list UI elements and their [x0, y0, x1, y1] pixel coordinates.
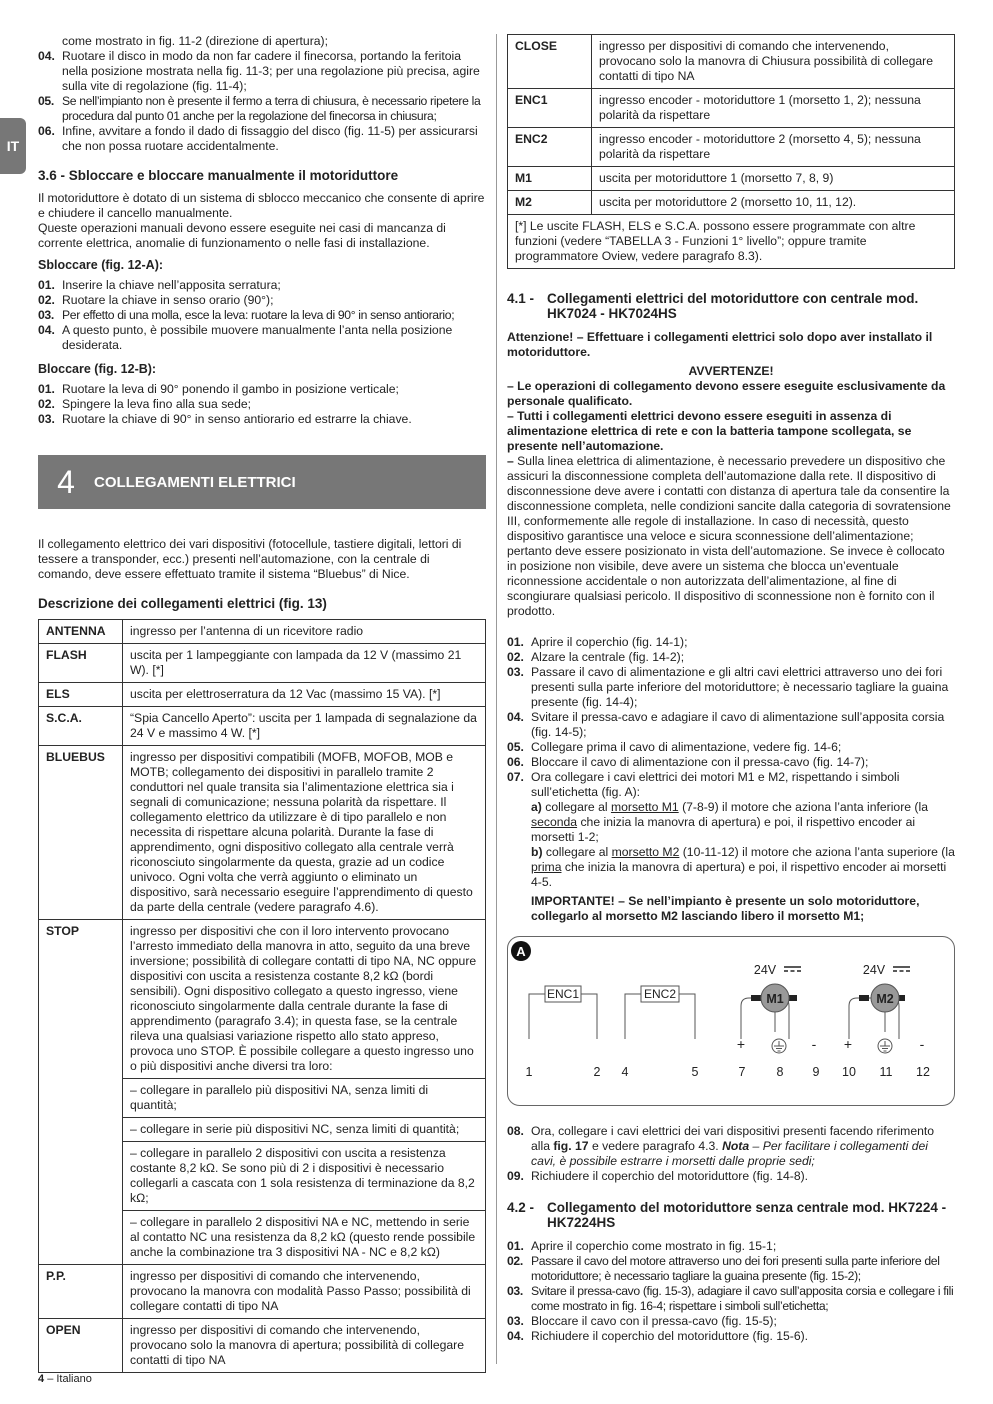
substep-text: (10-11-12) il motore che aziona l’anta superiore (la	[679, 845, 955, 859]
substep-label: a)	[531, 800, 542, 814]
table-row	[39, 746, 486, 920]
step-number: 08.	[507, 1124, 524, 1138]
table-row	[39, 644, 486, 683]
substep-text: (7-8-9) il motore che aziona l’anta inferiore (la	[678, 800, 928, 814]
ground-icon	[772, 1039, 786, 1053]
steps-41	[507, 635, 955, 924]
column-divider	[496, 34, 497, 1364]
terminal-desc: ingresso per dispositivi di comando che intervenendo, provocano solo la manovra di apertura; possibilità di collegare contatti di tipo NA	[123, 1319, 486, 1373]
step-text: Bloccare il cavo con il pressa-cavo (fig. 15-5);	[531, 1314, 777, 1328]
table-row	[508, 215, 955, 269]
step-text: Per effetto di una molla, esce la leva: ruotare la leva di 90° in senso antiorario;	[62, 308, 455, 322]
step	[507, 1239, 955, 1254]
step-text: Aprire il coperchio come mostrato in fig. 15-1;	[531, 1239, 777, 1253]
page-footer	[38, 1372, 92, 1387]
terminal-number: 12	[916, 1065, 930, 1079]
terminal-desc: uscita per 1 lampeggiante con lampada da 12 V (massimo 21 W). [*]	[123, 644, 486, 683]
m2-motor	[849, 984, 905, 1039]
step-number: 03.	[507, 1284, 523, 1298]
m2-minus: -	[919, 1036, 925, 1052]
step	[507, 710, 955, 740]
step-text: Se nell’impianto non è presente il fermo a terra di chiusura, è necessario ripetere la procedura dal punto 01 anche per la regolazione del finecorsa in chiusura;	[62, 94, 481, 123]
table-row	[39, 683, 486, 707]
subsection-title: Bloccare (fig. 12-B):	[38, 362, 157, 376]
step	[38, 397, 486, 412]
step-text: Svitare il pressa-cavo (fig. 15-3), adagiare il cavo sull’apposita corsia e collegare i fili come mostrato in fig. 16-4; rispettare i simboli sull’etichetta;	[531, 1284, 954, 1313]
terminal-number: 2	[593, 1065, 601, 1079]
section-title	[507, 291, 955, 321]
step	[507, 635, 955, 650]
warning-text: Sulla linea elettrica di alimentazione, è necessario prevedere un dispositivo che assicuri la disconnessione completa dell’automazione dalla rete. Il dispositivo di disconnessione deve avere i contatti con distanza di apertura tale da consentire la disconnessione completa, nelle condizioni sancite dalla categoria di sovratensione III, conformemente alle regole di installazione. In caso di necessità, questo dispositivo garantisce una veloce e sicura sconnessione dell’alimentazione; pertanto deve essere posizionato in vista dell’automazione. Se invece è collocato in posizione non visibile, deve avere un sistema che blocca un’eventuale riconnessione accidentale o non autorizzata dell’alimentazione, al fine di scongiurare qualsiasi pericolo. Il dispositivo di sconnessione non è fornito con il prodotto.	[507, 454, 951, 618]
step-text: Richiudere il coperchio del motoriduttore (fig. 15-6).	[531, 1329, 809, 1343]
terminal-desc: ingresso per dispositivi di comando che intervenendo, provocano solo la manovra di Chiusura possibilità di collegare contatti di tipo NA	[592, 35, 955, 89]
step-text: Svitare il pressa-cavo e adagiare il cavo di alimentazione sull’apposita corsia (fig. 14-5);	[531, 710, 945, 739]
m1-voltage: 24V	[753, 963, 777, 977]
figure-label: A	[516, 944, 526, 959]
terminal-desc: ingresso per dispositivi di comando che intervenendo, provocano la manovra con modalità Passo Passo; possibilità di collegare contatti di tipo NA	[123, 1265, 486, 1319]
paragraph: Il collegamento elettrico dei vari dispositivi (fotocellule, tastiere digitali, lettori di tessere a transponder, ecc.) presenti nell’automazione, con la centrale di comando, deve essere effettuato tramite il sistema “Bluebus” di Nice.	[38, 537, 462, 581]
paragraph: Queste operazioni manuali devono essere eseguite nei casi di mancanza di corrente elettrica, anomalie di funzionamento o nelle fasi di installazione.	[38, 221, 446, 250]
substep-text: che inizia la manovra di apertura) e poi, il rispettivo encoder ai morsetti 4-5.	[531, 860, 947, 889]
terminal-name: ENC2	[508, 128, 592, 167]
step-text: Aprire il coperchio (fig. 14-1);	[531, 635, 688, 649]
steps-after-figure	[507, 1124, 955, 1184]
terminal-desc	[123, 920, 486, 1265]
m1-plus: +	[736, 1036, 746, 1052]
step-cont: come mostrato in fig. 11-2 (direzione di apertura);	[62, 34, 328, 48]
step	[507, 1169, 955, 1184]
substep-underlined: morsetto M1	[610, 800, 679, 814]
terminal-desc: ingresso encoder - motoriduttore 1 (morsetto 1, 2); nessuna polarità da rispettare	[592, 89, 955, 128]
stop-option: – collegare in parallelo 2 dispositivi con uscita a resistenza costante 8,2 kΩ. Se sono più di 2 i dispositivi è necessario collegarli a cascata con 1 sola resistenza di terminazione da 8,2 kΩ;	[123, 1141, 485, 1210]
terminal-desc: “Spia Cancello Aperto”: uscita per 1 lampada di segnalazione da 24 V e massimo 4 W. [*]	[123, 707, 486, 746]
left-column	[38, 34, 486, 1373]
terminal-desc: uscita per motoriduttore 1 (morsetto 7, 8, 9)	[592, 167, 955, 191]
step-note-label: Nota	[722, 1139, 750, 1153]
step-number: 02.	[507, 1254, 523, 1268]
step-number: 02.	[38, 397, 55, 411]
step	[38, 49, 486, 94]
language-tab: IT	[0, 118, 26, 174]
table-row	[39, 920, 486, 1265]
step	[507, 1329, 955, 1344]
step	[38, 323, 486, 353]
section-title-text: Collegamento del motoriduttore senza centrale mod. HK7224 - HK7224HS	[547, 1200, 947, 1230]
terminal-number: 7	[738, 1065, 746, 1079]
paragraph: Il motoriduttore è dotato di un sistema di sblocco meccanico che consente di aprire e chiudere il cancello manualmente.	[38, 191, 485, 220]
step-text: Spingere la leva fino alla sua sede;	[62, 397, 252, 411]
step-number: 02.	[507, 650, 524, 664]
table-row	[39, 707, 486, 746]
terminal-name: ANTENNA	[39, 620, 123, 644]
steps-42	[507, 1239, 955, 1344]
m2-plus: +	[843, 1036, 853, 1052]
subsection-title: Sbloccare (fig. 12-A):	[38, 258, 164, 272]
m1-label: M1	[766, 992, 784, 1006]
step-number: 04.	[507, 1329, 524, 1343]
step-number: 04.	[507, 710, 524, 724]
terminal-number: 9	[812, 1065, 820, 1079]
terminal-name: M2	[508, 191, 592, 215]
step	[38, 124, 486, 154]
section-title	[507, 1200, 955, 1230]
step-text: Alzare la centrale (fig. 14-2);	[531, 650, 685, 664]
terminal-number: 4	[621, 1065, 629, 1079]
terminal-desc: uscita per motoriduttore 2 (morsetto 10, 11, 12).	[592, 191, 955, 215]
terminal-name: ELS	[39, 683, 123, 707]
bloccare-steps	[38, 382, 486, 427]
step-number: 01.	[38, 278, 55, 292]
step	[507, 770, 955, 800]
step-text: Ora collegare i cavi elettrici dei motori M1 e M2, rispettando i simboli sull’etichetta (fig. A):	[531, 770, 900, 799]
step	[38, 382, 486, 397]
section-title: 3.6 - Sbloccare e bloccare manualmente il motoriduttore	[38, 168, 399, 183]
stop-desc: ingresso per dispositivi che con il loro intervento provocano l’arresto immediato della manovra in atto, seguito da una breve inversione; possibilità di collegare contatti di tipo NA, NC oppure dispositivi con uscita a resistenza costante 8,2 kΩ (bordi sensibili). Ogni dispositivo collegato a questo ingresso, viene riconosciuto singolarmente dalla centrale durante la fase di apprendimento (paragrafo 3.4); in questa fase, se la centrale rileva una qualsiasi variazione rispetto allo stato appreso, provoca uno STOP. È possibile collegare a questo ingresso uno o più dispositivi anche diversi tra loro:	[130, 924, 477, 1073]
table-row	[39, 620, 486, 644]
warning-dash: –	[507, 454, 514, 468]
step	[38, 94, 486, 124]
step	[507, 1284, 955, 1314]
warnings-heading: AVVERTENZE!	[688, 364, 774, 378]
terminal-name: OPEN	[39, 1319, 123, 1373]
m2-label: M2	[876, 992, 894, 1006]
terminal-name: BLUEBUS	[39, 746, 123, 920]
stop-option: – collegare in serie più dispositivi NC, senza limiti di quantità;	[123, 1117, 485, 1141]
terminal-number: 5	[691, 1065, 699, 1079]
step-text: Passare il cavo del motore attraverso uno dei fori presenti sulla parte inferiore del motoriduttore; è necessario tagliare la guaina presente (fig. 15-2);	[531, 1254, 940, 1283]
enc2-label: ENC2	[643, 987, 677, 1001]
connections-table	[38, 619, 486, 1373]
stop-option: – collegare in parallelo più dispositivi NA, senza limiti di quantità;	[123, 1078, 485, 1117]
step	[507, 650, 955, 665]
connections-table-cont	[507, 34, 955, 269]
step	[507, 1254, 955, 1284]
dc-symbol	[893, 967, 910, 971]
step-note: – Per facilitare i collegamenti dei cavi, è possibile estrarre i morsetti dalle proprie sedi;	[531, 1139, 928, 1168]
terminal-number: 11	[879, 1065, 893, 1079]
terminal-desc: uscita per elettroserratura da 12 Vac (massimo 15 VA). [*]	[123, 683, 486, 707]
step-number: 09.	[507, 1169, 524, 1183]
m1-minus: -	[811, 1036, 817, 1052]
step-number: 05.	[38, 94, 54, 108]
substep-text: collegare al	[542, 845, 612, 859]
table-row	[39, 1319, 486, 1373]
chapter-number: 4	[57, 463, 75, 500]
step-number: 03.	[507, 1314, 524, 1328]
step	[38, 412, 486, 427]
section-title-text: Collegamenti elettrici del motoriduttore con centrale mod. HK7024 - HK7024HS	[547, 291, 919, 321]
step-number: 07.	[507, 770, 524, 784]
m1-motor	[741, 984, 797, 1039]
chapter-banner	[38, 455, 486, 509]
step-text: Ruotare il disco in modo da non far cadere il finecorsa, portando la feritoia nella posizione mostrata nella fig. 11-3; per una regolazione più precisa, agire sulla vite di regolazione (fig. 11-4);	[62, 49, 480, 93]
step-number: 05.	[507, 740, 524, 754]
sbloccare-steps	[38, 278, 486, 353]
chapter-title: COLLEGAMENTI ELETTRICI	[94, 473, 296, 491]
m2-voltage: 24V	[862, 963, 886, 977]
substep-label: b)	[531, 845, 543, 859]
step-text: Inserire la chiave nell’apposita serratura;	[62, 278, 281, 292]
step-number: 01.	[507, 1239, 524, 1253]
terminal-number: 8	[776, 1065, 784, 1079]
substep-underlined: prima	[531, 860, 562, 874]
step-text: Passare il cavo di alimentazione e gli altri cavi elettrici attraverso uno dei fori presenti sulla parte inferiore del motoriduttore; è necessario tagliare la guaina presente (fig. 14-4);	[531, 665, 949, 709]
table-row	[508, 167, 955, 191]
step-text: Ruotare la leva di 90° ponendo il gambo in posizione verticale;	[62, 382, 399, 396]
warning	[507, 454, 955, 619]
table-note: [*] Le uscite FLASH, ELS e S.C.A. possono essere programmate con altre funzioni (vedere “TABELLA 3 - Funzioni 1° livello”; oppure tramite programmatore Oview, vedere paragrafo 8.3).	[508, 215, 955, 269]
step	[507, 740, 955, 755]
terminal-number: 10	[842, 1065, 856, 1079]
terminal-name: S.C.A.	[39, 707, 123, 746]
enc2-symbol	[625, 986, 695, 1039]
table-row	[508, 89, 955, 128]
step-text: Ruotare la chiave in senso orario (90°);	[62, 293, 274, 307]
substep-text: collegare al	[541, 800, 611, 814]
terminal-name: P.P.	[39, 1265, 123, 1319]
important-note: IMPORTANTE! – Se nell’impianto è presente un solo motoriduttore, collegarlo al morsetto M2 lasciando libero il morsetto M1;	[531, 894, 920, 923]
section-number: 4.2 -	[507, 1200, 535, 1215]
substep-a	[507, 800, 955, 845]
substep-underlined: seconda	[531, 815, 578, 829]
step-text-part: Ora, collegare i cavi elettrici dei vari dispositivi presenti facendo riferimento alla	[531, 1124, 935, 1153]
substep-b	[507, 845, 955, 890]
attention-note: Attenzione! – Effettuare i collegamenti elettrici solo dopo aver installato il motoriduttore.	[507, 330, 933, 359]
step-number: 04.	[38, 49, 55, 63]
ground-icon	[878, 1039, 892, 1053]
step	[38, 278, 486, 293]
step-text	[531, 1124, 955, 1169]
enc1-symbol	[529, 986, 597, 1039]
terminal-name: CLOSE	[508, 35, 592, 89]
step-number: 06.	[507, 755, 524, 769]
table-row	[508, 128, 955, 167]
terminal-name: M1	[508, 167, 592, 191]
step	[507, 665, 955, 710]
step-number: 04.	[38, 323, 55, 337]
warning: – Tutti i collegamenti elettrici devono essere eseguiti in assenza di alimentazione elettrica di rete e con la batteria tampone scollegata, se presente nell’automazione.	[507, 409, 912, 453]
step-text: Infine, avvitare a fondo il dado di fissaggio del disco (fig. 11-5) per assicurarsi che non possa ruotare accidentalmente.	[62, 124, 478, 153]
step-number: 03.	[38, 412, 55, 426]
terminal-desc: ingresso encoder - motoriduttore 2 (morsetto 4, 5); nessuna polarità da rispettare	[592, 128, 955, 167]
table-row	[508, 191, 955, 215]
page-number: 4	[38, 1373, 45, 1385]
step-text: Ruotare la chiave di 90° in senso antiorario ed estrarre la chiave.	[62, 412, 412, 426]
terminal-name: FLASH	[39, 644, 123, 683]
step-number: 02.	[38, 293, 55, 307]
substep-underlined: morsetto M2	[611, 845, 680, 859]
figure-a	[507, 936, 955, 1110]
step-number: 01.	[507, 635, 524, 649]
wiring-diagram	[507, 936, 955, 1106]
stop-option: – collegare in parallelo 2 dispositivi NA e NC, mettendo in serie al contatto NC una resistenza da 8,2 kΩ (questo rende possibile anche la combinazione tra 3 dispositivi NA - NC e 8,2 kΩ)	[123, 1210, 485, 1264]
step-number: 03.	[507, 665, 524, 679]
step-text: Collegare prima il cavo di alimentazione, vedere fig. 14-6;	[531, 740, 842, 754]
step-text: Richiudere il coperchio del motoriduttore (fig. 14-8).	[531, 1169, 809, 1183]
step-number: 01.	[38, 382, 55, 396]
step	[38, 293, 486, 308]
section-number: 4.1 -	[507, 291, 535, 306]
step	[507, 755, 955, 770]
substep-text: che inizia la manovra di apertura) e poi, il rispettivo encoder ai morsetti 1-2;	[531, 815, 916, 844]
step-text: Bloccare il cavo di alimentazione con il pressa-cavo (fig. 14-7);	[531, 755, 869, 769]
step	[38, 308, 486, 323]
step-text: A questo punto, è possibile muovere manualmente l’anta nella posizione desiderata.	[62, 323, 453, 352]
step-number: 06.	[38, 124, 55, 138]
intro-steps	[38, 34, 486, 154]
enc1-label: ENC1	[546, 987, 580, 1001]
table-row	[39, 1265, 486, 1319]
terminal-name: ENC1	[508, 89, 592, 128]
step-number: 03.	[38, 308, 54, 322]
step-figure-ref: fig. 17	[553, 1139, 589, 1153]
step	[507, 1124, 955, 1169]
terminal-number: 1	[525, 1065, 533, 1079]
footer-label: – Italiano	[47, 1373, 92, 1385]
table-title: Descrizione dei collegamenti elettrici (fig. 13)	[38, 596, 327, 611]
table-row	[508, 35, 955, 89]
terminal-desc: ingresso per l’antenna di un ricevitore radio	[123, 620, 486, 644]
terminal-name: STOP	[39, 920, 123, 1265]
step	[507, 1314, 955, 1329]
right-column	[507, 34, 955, 1344]
terminal-desc: ingresso per dispositivi compatibili (MOFB, MOFOB, MOB e MOTB; collegamento dei dispositivi in parallelo tramite 2 conduttori nel quale transita sia l’alimentazione elettrica sia i segnali di comunicazione; nessuna polarità da rispettare. Il collegamento elettrico da utilizzare è di tipo parallelo e non necessita di rispettare alcuna polarità. Durante la fase di apprendimento, ogni dispositivo collegato alla centrale verrà riconosciuto singolarmente da questa, grazie ad un codice univoco. Ogni volta che verrà aggiunto o eliminato un dispositivo, sarà necessario eseguire l’apprendimento di questo da parte della centrale (vedere paragrafo 4.6).	[123, 746, 486, 920]
dc-symbol	[784, 967, 801, 971]
step-text-part: e vedere paragrafo 4.3.	[588, 1139, 723, 1153]
warning: – Le operazioni di collegamento devono essere eseguite esclusivamente da personale qualificato.	[507, 379, 946, 408]
